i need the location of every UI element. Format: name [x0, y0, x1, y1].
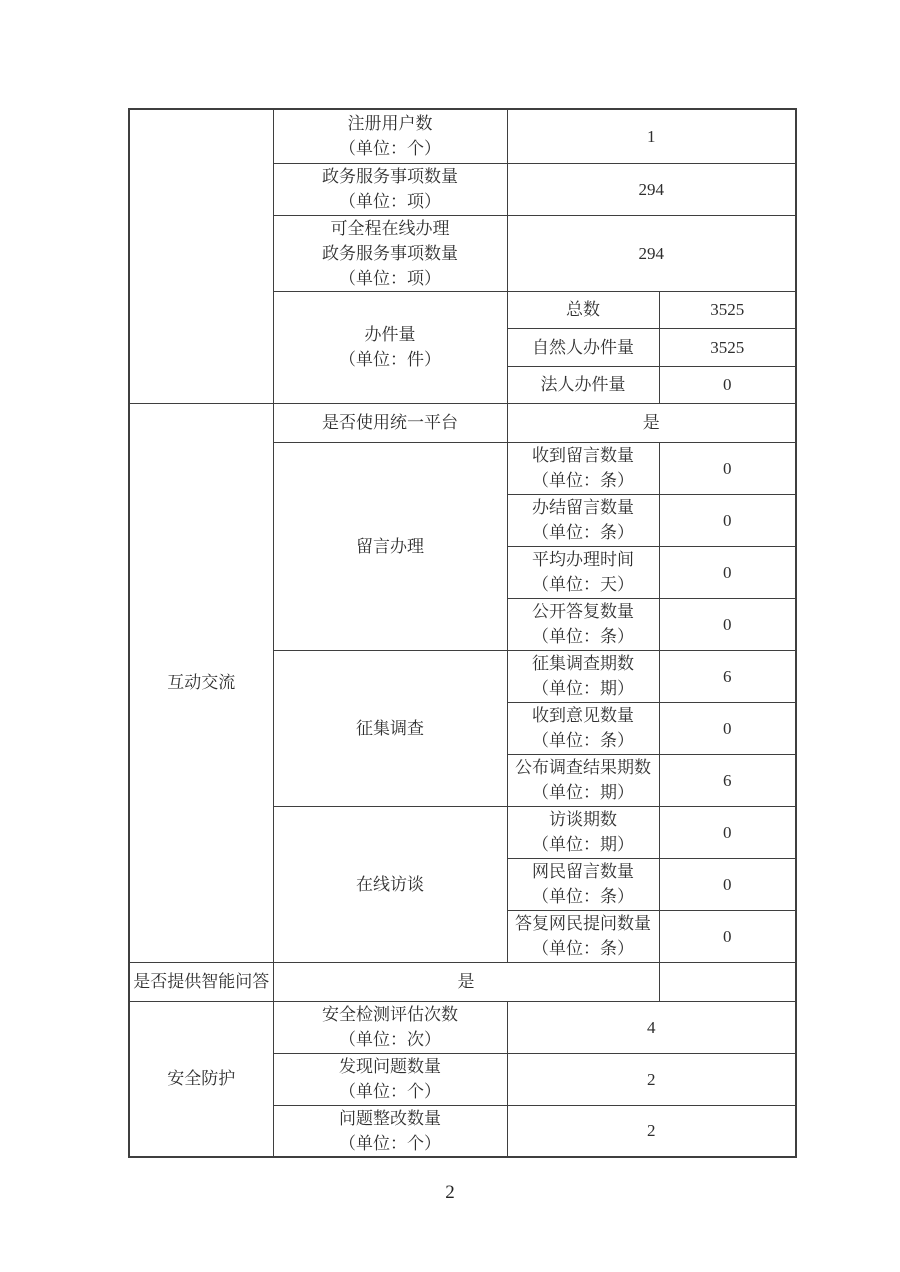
- cell-problems-fixed-label: [273, 1105, 507, 1157]
- annual-report-table: [128, 108, 797, 1158]
- cell-public-replies-label: [507, 598, 659, 650]
- label-line: 办件量: [364, 325, 416, 344]
- label-line: 政务服务事项数量: [322, 167, 458, 186]
- label-line: 安全检测评估次数: [322, 1005, 458, 1024]
- cell-case-natural-label: 自然人办件量: [507, 328, 659, 366]
- cell-smart-qa-value: 是: [273, 962, 659, 1001]
- cell-netizen-messages-value: 0: [659, 858, 796, 910]
- cell-category-interaction: 互动交流: [129, 403, 273, 962]
- cell-security-assessments-label: [273, 1001, 507, 1053]
- unit-line: （单位：次）: [339, 1030, 441, 1049]
- cell-problems-found-value: 2: [507, 1053, 796, 1105]
- cell-survey-results-value: 6: [659, 754, 796, 806]
- unit-line: （单位：条）: [532, 627, 634, 646]
- cell-messages-received-value: 0: [659, 442, 796, 494]
- cell-interview-periods-label: [507, 806, 659, 858]
- cell-interview-label: 在线访谈: [273, 806, 507, 962]
- unit-line: （单位：项）: [339, 268, 441, 288]
- cell-public-replies-value: 0: [659, 598, 796, 650]
- cell-unified-platform-label: 是否使用统一平台: [273, 403, 507, 442]
- cell-netizen-messages-label: [507, 858, 659, 910]
- unit-line: （单位：条）: [532, 731, 634, 750]
- unit-line: （单位：条）: [532, 471, 634, 490]
- unit-line: （单位：期）: [532, 783, 634, 802]
- cell-registered-users-value: 1: [507, 109, 796, 163]
- label-line: 答复网民提问数量: [515, 914, 651, 933]
- unit-line: （单位：期）: [532, 835, 634, 854]
- cell-case-legal-value: 0: [659, 366, 796, 403]
- label-line: 注册用户数: [347, 114, 433, 134]
- cell-security-assessments-value: 4: [507, 1001, 796, 1053]
- cell-case-total-value: 3525: [659, 291, 796, 328]
- label-line: 公开答复数量: [532, 602, 634, 621]
- cell-netizen-replies-value: 0: [659, 910, 796, 962]
- cell-service-items-value: 294: [507, 163, 796, 215]
- cell-category-security: 安全防护: [129, 1001, 273, 1157]
- label-line: 收到意见数量: [532, 706, 634, 725]
- cell-case-natural-value: 3525: [659, 328, 796, 366]
- label-line: 公布调查结果期数: [515, 758, 651, 777]
- unit-line: （单位：个）: [339, 1133, 441, 1153]
- cell-survey-opinions-value: 0: [659, 702, 796, 754]
- cell-avg-handling-time-label: [507, 546, 659, 598]
- cell-category-continued: [129, 109, 273, 403]
- cell-survey-periods-value: 6: [659, 650, 796, 702]
- cell-survey-results-label: [507, 754, 659, 806]
- label-line: 访谈期数: [549, 810, 617, 829]
- cell-unified-platform-value: 是: [507, 403, 796, 442]
- cell-survey-periods-label: [507, 650, 659, 702]
- unit-line: （单位：个）: [339, 1082, 441, 1101]
- cell-registered-users-label: [273, 109, 507, 163]
- label-line: 政务服务事项数量: [322, 243, 458, 263]
- cell-problems-found-label: [273, 1053, 507, 1105]
- cell-survey-opinions-label: [507, 702, 659, 754]
- cell-problems-fixed-value: 2: [507, 1105, 796, 1157]
- cell-case-total-label: 总数: [507, 291, 659, 328]
- unit-line: （单位：条）: [532, 939, 634, 958]
- cell-messages-completed-label: [507, 494, 659, 546]
- label-line: 网民留言数量: [532, 862, 634, 881]
- cell-messages-completed-value: 0: [659, 494, 796, 546]
- cell-case-volume-label: [273, 291, 507, 403]
- unit-line: （单位：期）: [532, 679, 634, 698]
- cell-case-legal-label: 法人办件量: [507, 366, 659, 403]
- label-line: 办结留言数量: [532, 498, 634, 517]
- label-line: 征集调查期数: [532, 654, 634, 673]
- label-line: 收到留言数量: [532, 446, 634, 465]
- unit-line: （单位：个）: [339, 139, 441, 159]
- cell-interview-periods-value: 0: [659, 806, 796, 858]
- unit-line: （单位：条）: [532, 523, 634, 542]
- cell-survey-label: 征集调查: [273, 650, 507, 806]
- cell-online-service-items-label: [273, 215, 507, 291]
- label-line: 问题整改数量: [339, 1108, 441, 1128]
- unit-line: （单位：天）: [532, 575, 634, 594]
- cell-online-service-items-value: 294: [507, 215, 796, 291]
- page-number: 2: [445, 1182, 455, 1203]
- cell-smart-qa-label: 是否提供智能问答: [129, 962, 273, 1001]
- cell-service-items-label: [273, 163, 507, 215]
- label-line: 可全程在线办理: [330, 218, 450, 238]
- cell-avg-handling-time-value: 0: [659, 546, 796, 598]
- label-line: 发现问题数量: [339, 1057, 441, 1076]
- cell-netizen-replies-label: [507, 910, 659, 962]
- unit-line: （单位：项）: [339, 192, 441, 211]
- cell-messages-received-label: [507, 442, 659, 494]
- unit-line: （单位：条）: [532, 887, 634, 906]
- unit-line: （单位：件）: [339, 350, 441, 369]
- label-line: 平均办理时间: [532, 550, 634, 569]
- cell-message-handling-label: 留言办理: [273, 442, 507, 650]
